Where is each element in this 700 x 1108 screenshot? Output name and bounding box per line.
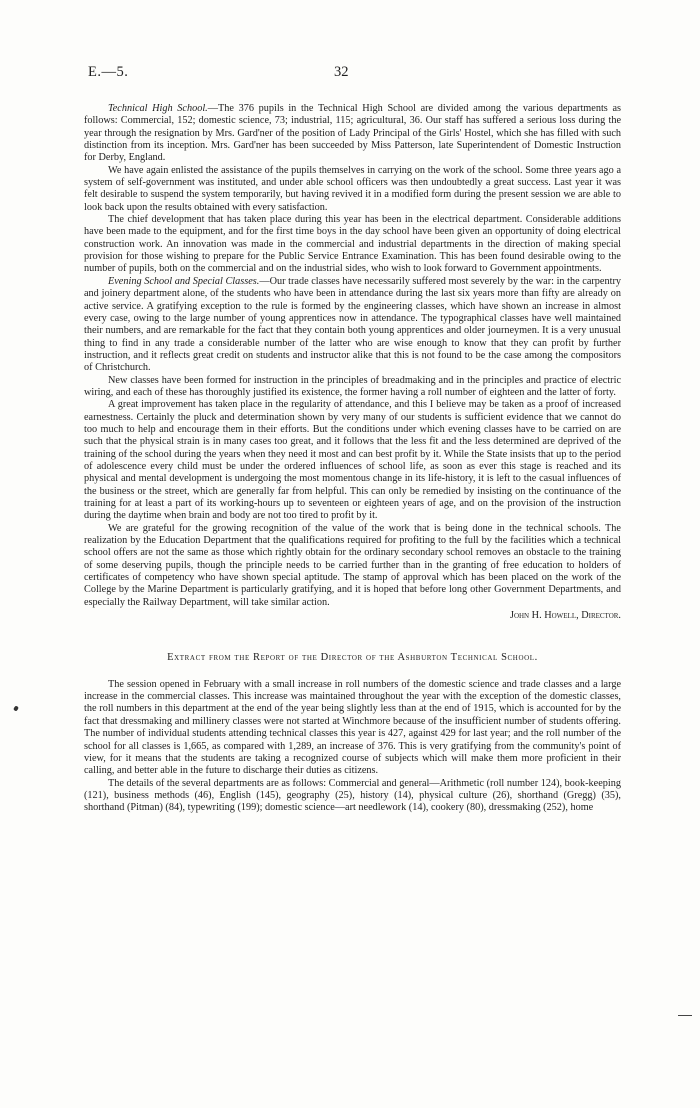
paragraph-attendance: A great improvement has taken place in the regularity of attendance, and this I believe may be taken as a proof of increased earnestness. Certainly the pluck and determination shown by very many of our students is sufficient evidence that we cannot do too much to help and encourage them in their efforts. But the conditions under which evening classes have to be carried on are such that the physical strain is in many cases too great, and it follows that the less fit and the less determined are deprived of the training of the school during the years when they need it most and can best profit by it. While the State insists that up to the period of adolescence every child must be under the ordered influences of school life, as soon as ever this stage is reached and its physical and mental development is undergoing the most momentous change in its life-history, it is left to the casual influences of the business or the street, which are generally far from helpful. This can only be remedied by insisting on the continuance of the training for at least a part of its working-hours up to seventeen or eighteen years of age, and on the provision of the instruction during the daytime when brain and body are not too tired to profit by it. bbox=[84, 399, 621, 522]
paragraph-heading: Evening School and Special Classes. bbox=[108, 275, 260, 287]
paragraph-self-government: We have again enlisted the assistance of the pupils themselves in carrying on the work of the school. Some three years ago a system of self-government was instituted, and under able school officers was then undoubtedly a great success. Last year it was felt desirable to suspend the system temporarily, but having revived it in a modified form during the present session we are able to look back upon the results obtained with every satisfaction. bbox=[84, 164, 621, 213]
margin-mark bbox=[13, 705, 19, 711]
paragraph-ashburton-session: The session opened in February with a small increase in roll numbers of the domestic science and trade classes and a large increase in the commercial classes. This increase was maintained throughout the year with the exception of the domestic classes, the roll numbers in this department at the end of the year being slightly less than at the end of 1915, which is accounted for by the fact that dressmaking and millinery classes were not started at Winchmore because of the insufficient number of students offering. The number of individual students attending technical classes this year is 427, against 429 for last year; and the roll number of the school for all classes is 1,665, as compared with 1,289, an increase of 376. This is very gratifying from the community's point of view, for it means that the students are taking a recognized course of subjects which will make them more proficient in their calling, and better able in the future to discharge their duties as citizens. bbox=[84, 678, 621, 777]
page-header bbox=[88, 64, 618, 84]
margin-dash bbox=[678, 1015, 692, 1016]
paragraph-electrical-department: The chief development that has taken place during this year has been in the electrical department. Considerable additions have been made to the equipment, and for the first time boys in the day school have been given an opportunity of doing electrical construction work. An innovation was made in the commercial and industrial departments in the direction of making special provision for those wishing to prepare for the Public Service Entrance Examination. This has been found desirable owing to the number of pupils, both on the commercial and on the industrial sides, who wish to look forward to Government appointments. bbox=[84, 214, 621, 275]
paragraph-text: —Our trade classes have necessarily suffered most severely by the war: in the carpentry and joinery department alone, of the students who have been in attendance during the last six years more than fifty are already on active service. A gratifying exception to the rule is formed by the engineering classes, which have shown an increase in almost every case, owing to the large number of young apprentices now in attendance. The typographical classes have well maintained their numbers, and are remarkable for the fact that they contain both young apprentices and older journeymen. It is a very unusual thing to find in any trade a considerable number of the latter who are wise enough to know that they can profit by further instruction, and it reflects great credit on students and instructor alike that this is not found to be the case among the compositors of Christchurch. bbox=[84, 275, 621, 374]
director-signature: John H. Howell, Director. bbox=[509, 610, 621, 622]
section-title: Extract from the Report of the Director of the Ashburton Technical School. bbox=[167, 652, 538, 664]
paragraph-text: —The 376 pupils in the Technical High School are divided among the various departments as follows: Commercial, 152; domestic science, 73; industrial, 115; agricultural, 36. Our staff has suffered a serious loss during the year through the resignation by Mrs. Gard'ner of the position of Lady Principal of the Girls' Hostel, which she has filled with such distinction from its inception. Mrs. Gard'ner has been succeeded by Miss Patterson, late Superintendent of Domestic Instruction for Derby, England. bbox=[84, 103, 621, 164]
page-number: 32 bbox=[334, 64, 349, 80]
report-body bbox=[84, 103, 621, 815]
paragraph-new-classes: New classes have been formed for instruction in the principles of breadmaking and in the principles and practice of electric wiring, and each of these has thoroughly justified its existence, the former having a roll number of eighteen and the latter of forty. bbox=[84, 374, 621, 398]
paragraph-department-details: The details of the several departments are as follows: Commercial and general—Arithmetic (roll number 124), book-keeping (121), business methods (46), English (145), geography (25), history (14), physical culture (26), shorthand (Gregg) (35), shorthand (Pitman) (84), typewriting (199); domestic science—art needlework (14), cookery (80), dressmaking (252), home bbox=[84, 777, 621, 814]
paragraph-recognition: We are grateful for the growing recognition of the value of the work that is being done in the technical schools. The realization by the Education Department that the qualifications required for profiting to the full by the facilities which a technical school offers are not the same as those which rightly obtain for the ordinary secondary school removes an obstacle to the training of some deserving pupils, though the principle needs to be carried further than in the granting of free education to holders of certificates of competency who have shown special aptitude. The stamp of approval which has been placed on the work of the College by the Marine Department is particularly gratifying, and it is hoped that before long other Government Departments, and especially the Railway Department, will take similar action. bbox=[84, 522, 621, 608]
paragraph-heading: Technical High School. bbox=[108, 103, 208, 114]
paragraph-technical-high-school bbox=[84, 103, 621, 165]
paragraph-evening-school bbox=[84, 276, 621, 375]
report-reference: E.—5. bbox=[88, 64, 129, 80]
